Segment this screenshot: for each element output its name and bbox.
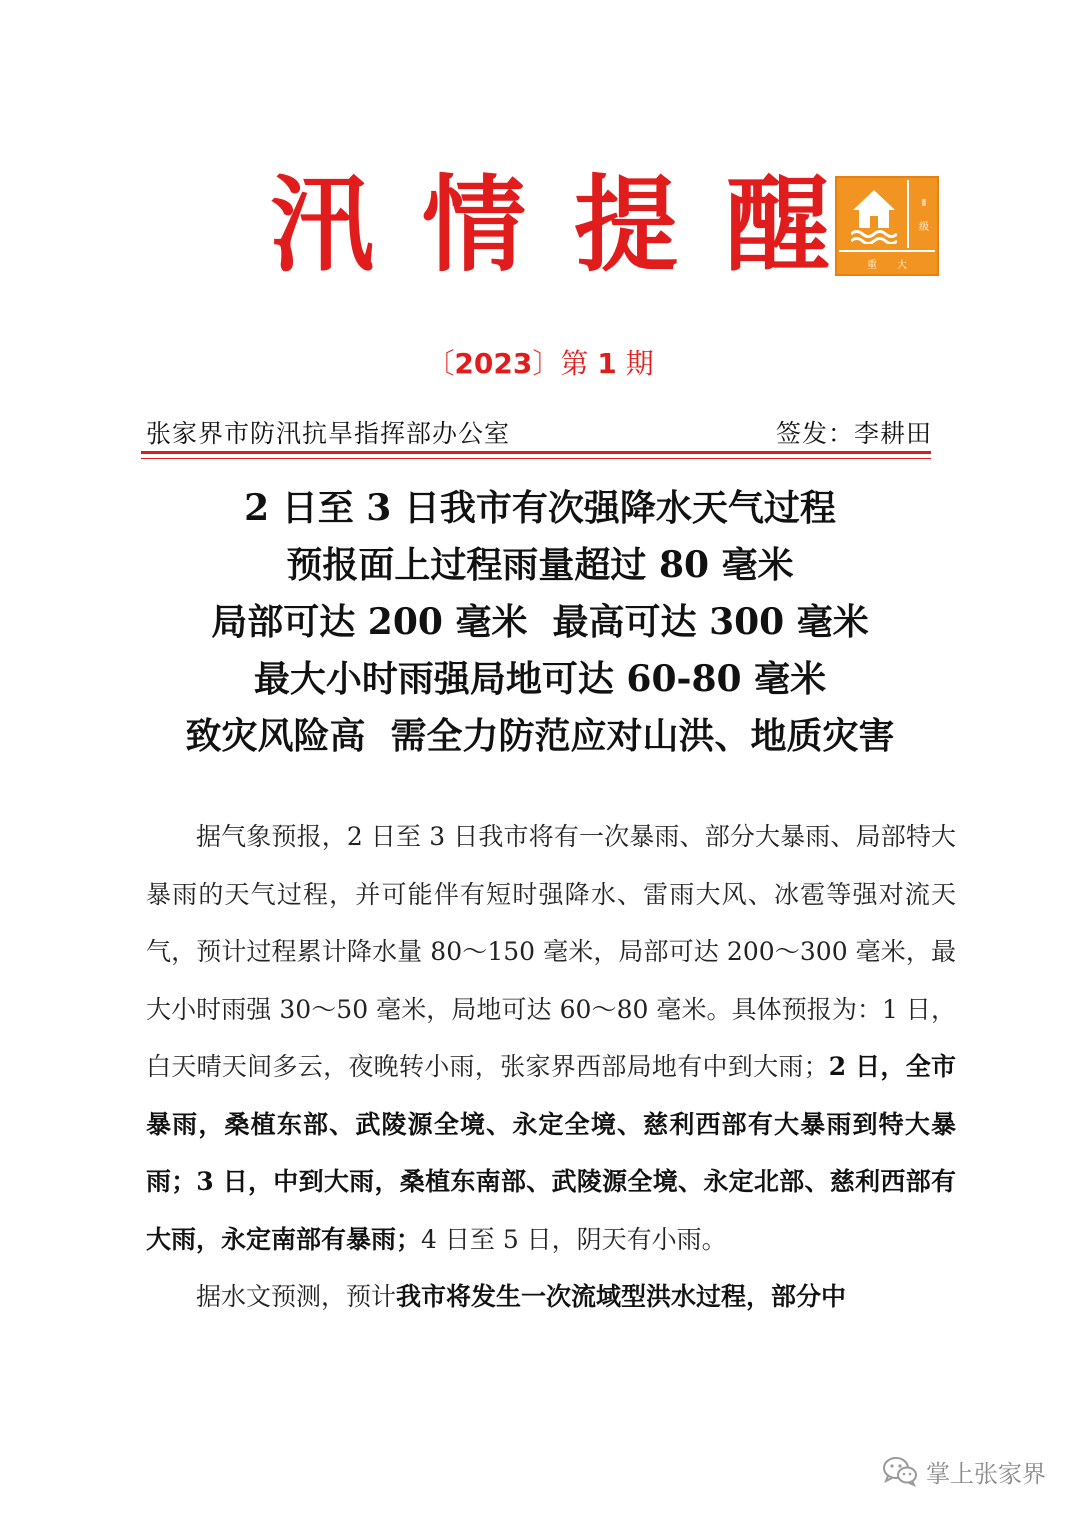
body-text <box>146 808 956 1326</box>
header-divider-thin <box>141 458 931 459</box>
paragraph-hydrology-forecast: 据水文预测，预计我市将发生一次流域型洪水过程，部分中 <box>196 1282 847 1311</box>
masthead-char-4: 醒 <box>725 163 830 286</box>
flood-alert-logo <box>835 176 939 276</box>
paragraph-weather-forecast: 据气象预报，2 日至 3 日我市将有一次暴雨、部分大暴雨、局部特大暴雨的天气过程，并可能伴有短时强降水、雷雨大风、冰雹等强对流天气，预计过程累计降水量 80～150 毫米，局部可达 200～300 毫米，最大小时雨强 30～50 毫米，局地可达 60～80 毫米。具体预报为：1 日，白天晴天间多云，夜晚转小雨，张家界西部局地有中到大雨；2 日，全市暴雨，桑植东部、武陵源全境、永定全境、慈利西部有大暴雨到特大暴雨；3 日，中到大雨，桑植东南部、武陵源全境、永定北部、慈利西部有大雨，永定南部有暴雨；4 日至 5 日，阴天有小雨。 <box>146 822 956 1254</box>
watermark-text: 掌上张家界 <box>926 1459 1046 1488</box>
header-divider-thick <box>141 451 931 454</box>
headline-line-5: 致灾风险高 需全力防范应对山洪、地质灾害 <box>185 715 895 757</box>
headline-line-2: 预报面上过程雨量超过 80 毫米 <box>286 544 794 586</box>
masthead-char-2: 情 <box>421 163 526 286</box>
headline <box>100 480 980 765</box>
wechat-icon <box>882 1455 918 1487</box>
logo-bottom-text: 重大 <box>867 260 927 271</box>
logo-side-text: Ⅱ 级 <box>919 198 929 233</box>
signer: 签发：李耕田 <box>775 419 932 448</box>
issuing-office: 张家界市防汛抗旱指挥部办公室 <box>146 419 511 448</box>
headline-line-3: 局部可达 200 毫米 最高可达 300 毫米 <box>211 601 869 643</box>
issue-number: 〔2023〕第 1 期 <box>426 347 654 380</box>
masthead-title <box>270 165 830 285</box>
headline-line-4: 最大小时雨强局地可达 60-80 毫米 <box>253 658 827 700</box>
masthead-char-1: 汛 <box>270 163 375 286</box>
watermark <box>882 1453 1046 1489</box>
house-flood-icon <box>851 188 897 244</box>
headline-line-1: 2 日至 3 日我市有次强降水天气过程 <box>244 487 836 529</box>
masthead-char-3: 提 <box>573 163 678 286</box>
